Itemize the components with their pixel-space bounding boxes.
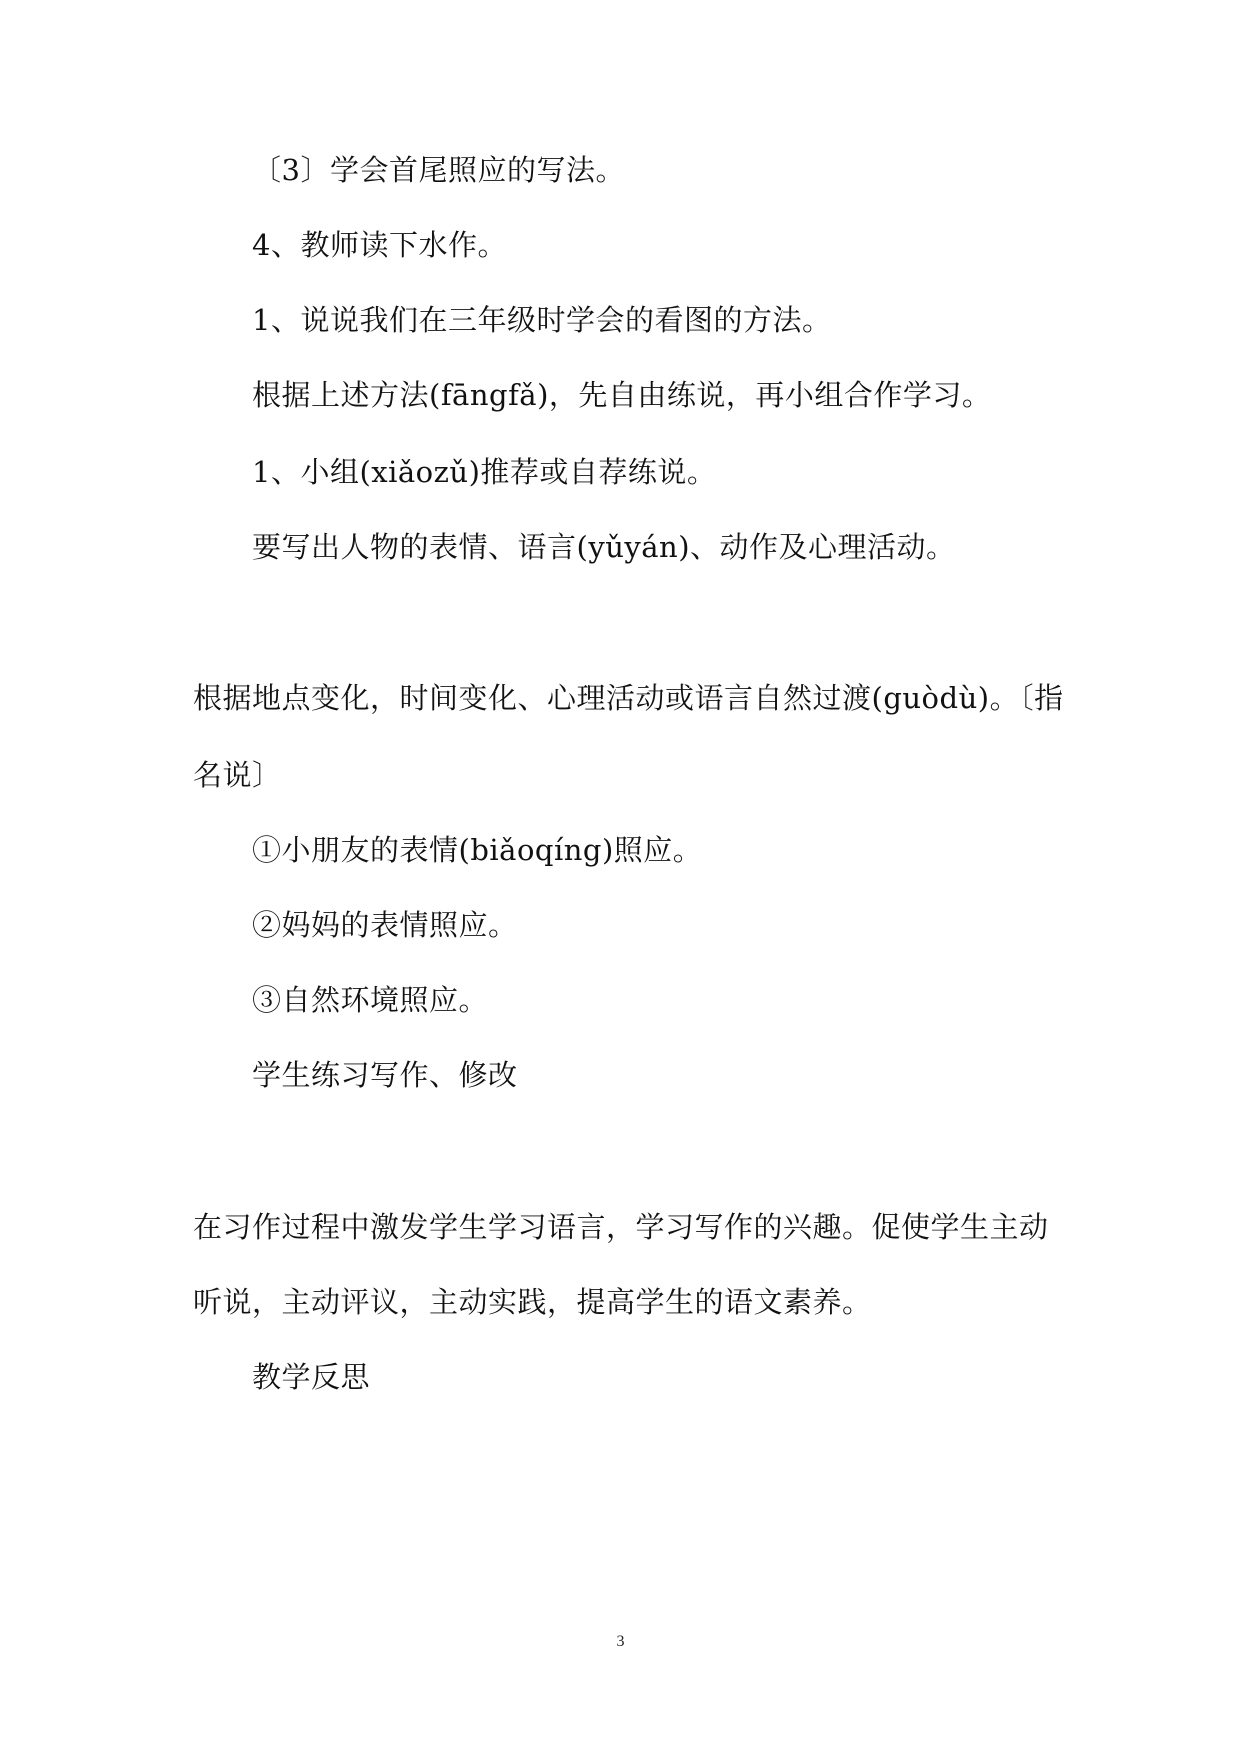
paragraph-line: 名说〕: [193, 758, 282, 792]
paragraph-line: 听说，主动评议，主动实践，提高学生的语文素养。: [193, 1285, 872, 1319]
paragraph-line: 1、小组(xiǎozǔ)推荐或自荐练说。: [252, 455, 717, 489]
paragraph-line: 根据上述方法(fāngfǎ)，先自由练说，再小组合作学习。: [252, 378, 992, 412]
paragraph-line: 教学反思: [252, 1360, 371, 1394]
paragraph-line: 〔3〕学会首尾照应的写法。: [252, 153, 625, 187]
paragraph-line: ③自然环境照应。: [252, 983, 489, 1017]
paragraph-line: ①小朋友的表情(biǎoqíng)照应。: [252, 833, 703, 867]
paragraph-line: 1、说说我们在三年级时学会的看图的方法。: [252, 303, 832, 337]
paragraph-line: 在习作过程中激发学生学习语言，学习写作的兴趣。促使学生主动: [193, 1210, 1049, 1244]
page-number: 3: [616, 1633, 625, 1650]
paragraph-line: 根据地点变化，时间变化、心理活动或语言自然过渡(guòdù)。〔指: [193, 681, 1064, 715]
paragraph-line: 4、教师读下水作。: [252, 228, 507, 262]
paragraph-line: ②妈妈的表情照应。: [252, 908, 518, 942]
paragraph-line: 学生练习写作、修改: [252, 1058, 518, 1092]
paragraph-line: 要写出人物的表情、语言(yǔyán)、动作及心理活动。: [252, 530, 956, 564]
